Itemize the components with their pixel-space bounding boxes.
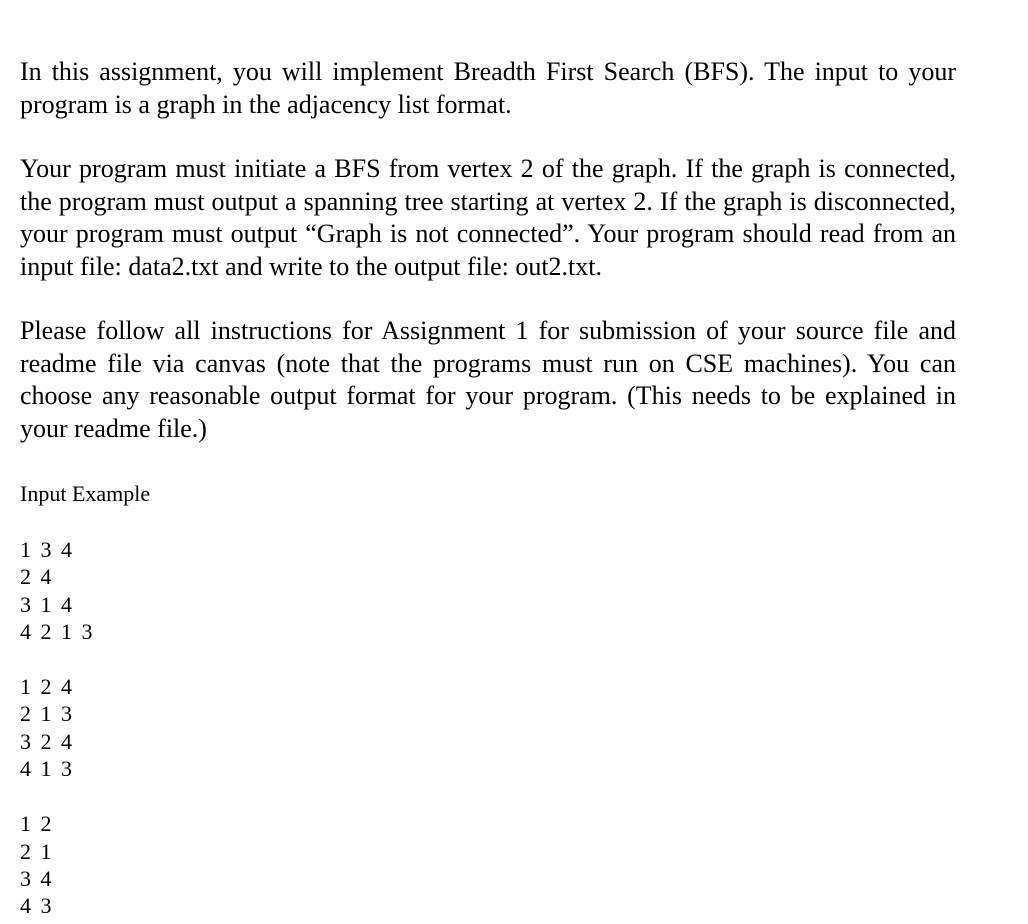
submission-paragraph: Please follow all instructions for Assignment 1 for submission of your source file and readme file via canvas (note that the programs must run on CSE machines). You can choose any reasonable output format for your program. (This needs to be explained in your readme file.) <box>20 316 956 443</box>
input-example-label: Input Example <box>20 481 151 506</box>
adjacency-line: 1 3 4 <box>20 537 74 562</box>
adjacency-line: 3 1 4 <box>20 591 74 617</box>
adjacency-line: 2 4 <box>20 564 54 590</box>
requirements-paragraph: Your program must initiate a BFS from vertex 2 of the graph. If the graph is connected, the program must output a spanning tree starting at vertex 2. If the graph is disconnected, your program must output “Graph is not connected”. Your program should read from an input file: data2.txt and write to the output file: out2.txt. <box>20 154 956 281</box>
adjacency-line: 1 2 <box>20 811 54 837</box>
adjacency-line: 4 2 1 3 <box>20 618 95 644</box>
adjacency-line: 3 2 4 <box>20 728 74 754</box>
adjacency-line: 2 1 3 <box>20 701 74 727</box>
assignment-document <box>20 56 956 920</box>
input-example-1 <box>20 536 956 645</box>
adjacency-line: 1 2 4 <box>20 674 74 700</box>
adjacency-line: 4 1 3 <box>20 756 74 782</box>
adjacency-line: 2 1 <box>20 838 54 864</box>
input-example-2 <box>20 673 956 782</box>
intro-paragraph: In this assignment, you will implement Breadth First Search (BFS). The input to your program is a graph in the adjacency list format. <box>20 57 956 119</box>
adjacency-line: 4 3 <box>20 893 54 919</box>
input-example-3 <box>20 810 956 919</box>
adjacency-line: 3 4 <box>20 865 54 891</box>
